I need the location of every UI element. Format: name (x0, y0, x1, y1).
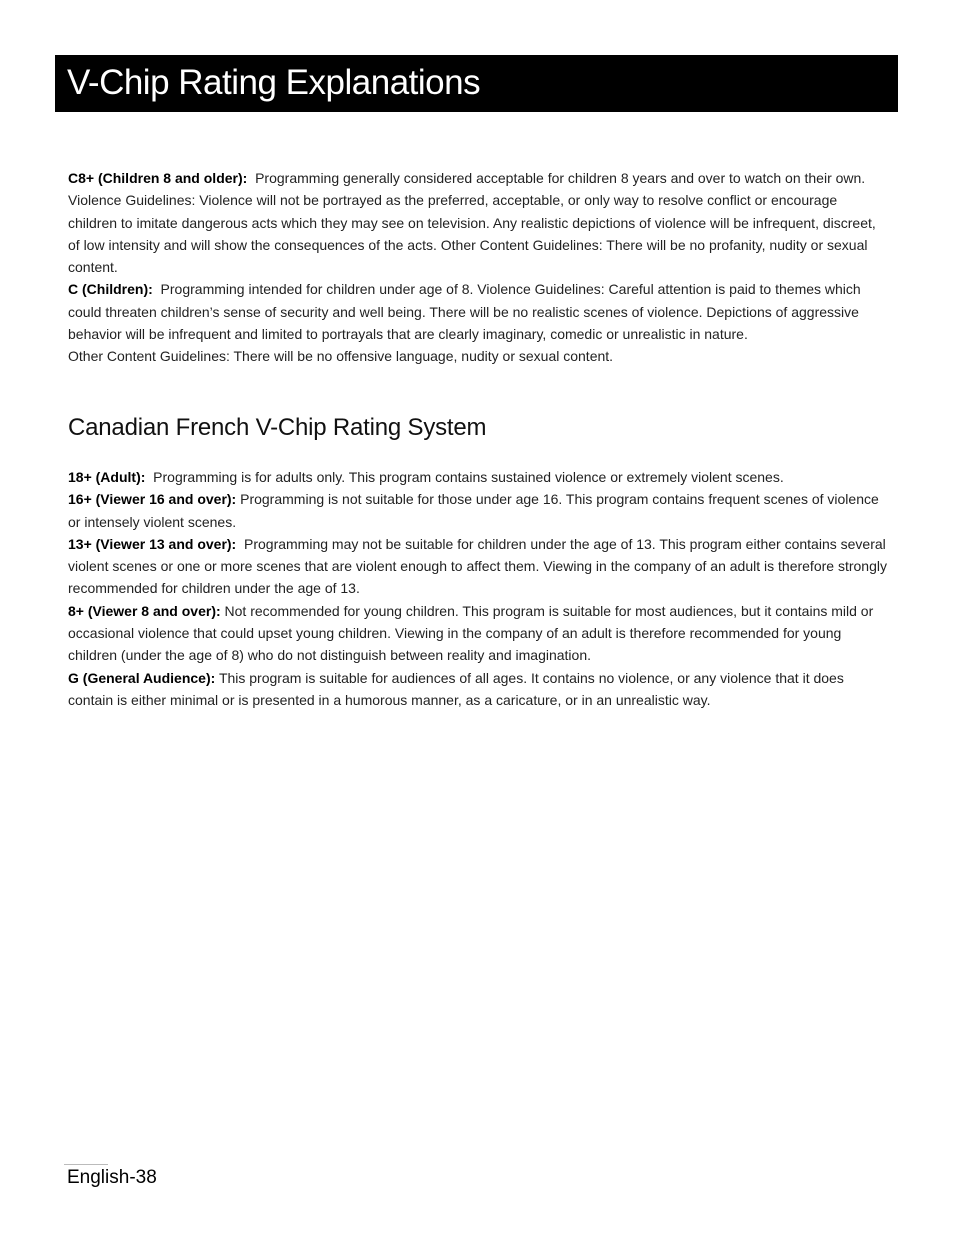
canadian-french-section (68, 466, 890, 711)
footer-divider (64, 1164, 108, 1165)
rating-description: Programming is for adults only. This program contains sustained violence or extremely violent scenes. (153, 469, 784, 485)
rating-description: This program is suitable for audiences of all ages. It contains no violence, or any violence that it does contain is either minimal or is presented in a humorous manner, as a caricature, or in an unrealistic way. (68, 669, 844, 708)
rating-description: Programming generally considered acceptable for children 8 years and over to watch on their own. Violence Guidelines: Violence will not be portrayed as the preferred, acceptable, or only way to resolve conflict or encourage children to imitate dangerous acts which they may see on television. Any realistic depictions of violence will be infrequent, discreet, of low intensity and will show the consequences of the acts. Other Content Guidelines: There will be no profanity, nudity or sexual content. (68, 170, 876, 276)
rating-label: C8+ (Children 8 and older): (68, 170, 248, 186)
title-bar (55, 55, 898, 112)
section-heading: Canadian French V-Chip Rating System (68, 414, 487, 441)
rating-description: Not recommended for young children. This program is suitable for most audiences, but it contains mild or occasional violence that could upset young children. Viewing in the company of an adult is therefore recommended for young children (under the age of 8) who do not distinguish between reality and imagination. (68, 602, 874, 664)
page-title: V-Chip Rating Explanations (67, 63, 481, 102)
rating-entry-c8plus (68, 167, 890, 278)
rating-entry-16plus (68, 488, 890, 533)
page-number: English-38 (67, 1167, 157, 1188)
rating-label: 16+ (Viewer 16 and over): (68, 491, 237, 508)
rating-description: Programming is not suitable for those under age 16. This program contains frequent scenes of violence or intensely violent scenes. (68, 491, 879, 530)
content-guidelines-note: Other Content Guidelines: There will be no offensive language, nudity or sexual content. (68, 348, 614, 365)
rating-label: 18+ (Adult): (68, 469, 146, 485)
rating-entry-g (68, 667, 890, 712)
rating-label: 8+ (Viewer 8 and over): (68, 602, 221, 619)
rating-label: 13+ (Viewer 13 and over): (68, 535, 237, 552)
rating-label: G (General Audience): (68, 669, 216, 686)
rating-entry-c (68, 278, 890, 345)
rating-entry-18plus (68, 466, 890, 488)
rating-description: Programming may not be suitable for children under the age of 13. This program either contains several violent scenes or one or more scenes that are violent enough to affect them. Viewing in the company of an adult is therefore strongly recommended for children under the age of 13. (68, 535, 887, 597)
rating-entry-8plus (68, 600, 890, 667)
rating-label: C (Children): (68, 281, 153, 298)
rating-description: Programming intended for children under age of 8. Violence Guidelines: Careful attention is paid to themes which could threaten children’s sense of security and well being. There will be no realistic scenes of violence. Depictions of aggressive behavior will be infrequent and limited to portrayals that are clearly imaginary, comedic or unrealistic in nature. (68, 281, 861, 343)
english-canadian-section (68, 167, 890, 368)
rating-entry-13plus (68, 533, 890, 600)
